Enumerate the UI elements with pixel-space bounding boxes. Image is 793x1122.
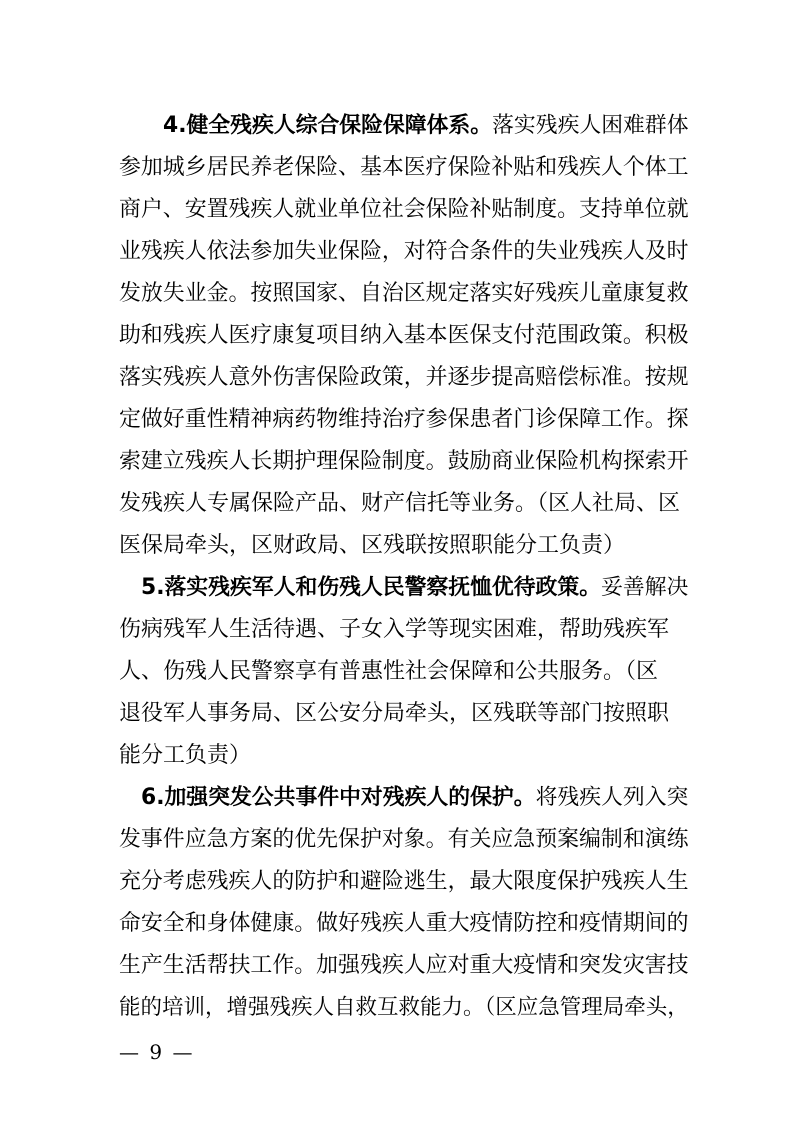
paragraph-5-line-2: 伤病残军人生活待遇、子女入学等现实困难，帮助残疾军 — [119, 617, 670, 642]
paragraph-4-line-8: 定做好重性精神病药物维持治疗参保患者门诊保障工作。探 — [119, 407, 689, 432]
paragraph-5-line-1 — [141, 569, 689, 607]
paragraph-5-heading: 5.落实残疾军人和伤残人民警察抚恤优待政策。 — [141, 575, 602, 600]
paragraph-4-line-11: 医保局牵头，区财政局、区残联按照职能分工负责） — [119, 533, 626, 558]
paragraph-6-heading: 6.加强突发公共事件中对残疾人的保护。 — [141, 785, 536, 810]
paragraph-4-text: 落实残疾人困难群体 — [492, 113, 689, 138]
paragraph-4-line-1 — [163, 107, 689, 145]
paragraph-5-line-4: 退役军人事务局、区公安分局牵头，区残联等部门按照职 — [119, 701, 670, 726]
paragraph-6-line-5: 生产生活帮扶工作。加强残疾人应对重大疫情和突发灾害技 — [119, 953, 689, 978]
paragraph-4-heading: 4.健全残疾人综合保险保障体系。 — [163, 113, 493, 138]
paragraph-5-line-3: 人、伤残人民警察享有普惠性社会保障和公共服务。（区 — [119, 659, 659, 684]
paragraph-4-line-10: 发残疾人专属保险产品、财产信托等业务。（区人社局、区 — [119, 491, 681, 516]
paragraph-4-line-5: 发放失业金。按照国家、自治区规定落实好残疾儿童康复救 — [119, 281, 689, 306]
paragraph-4-line-9: 索建立残疾人长期护理保险制度。鼓励商业保险机构探索开 — [119, 449, 689, 474]
page-number: — 9 — — [119, 1040, 195, 1064]
paragraph-4-line-6: 助和残疾人医疗康复项目纳入基本医保支付范围政策。积极 — [119, 323, 689, 348]
paragraph-5-line-5: 能分工负责） — [119, 743, 252, 768]
paragraph-6-line-3: 充分考虑残疾人的防护和避险逃生，最大限度保护残疾人生 — [119, 869, 689, 894]
paragraph-6-text: 将残疾人列入突 — [535, 785, 689, 810]
paragraph-5-text: 妥善解决 — [601, 575, 689, 600]
paragraph-4-line-4: 业残疾人依法参加失业保险，对符合条件的失业残疾人及时 — [119, 239, 689, 264]
paragraph-4-line-7: 落实残疾人意外伤害保险政策，并逐步提高赔偿标准。按规 — [119, 365, 689, 390]
paragraph-6-line-1 — [141, 779, 689, 817]
paragraph-6-line-4: 命安全和身体健康。做好残疾人重大疫情防控和疫情期间的 — [119, 911, 689, 936]
paragraph-4-line-2: 参加城乡居民养老保险、基本医疗保险补贴和残疾人个体工 — [119, 155, 689, 180]
paragraph-6-line-2: 发事件应急方案的优先保护对象。有关应急预案编制和演练 — [119, 827, 689, 852]
paragraph-4-line-3: 商户、安置残疾人就业单位社会保险补贴制度。支持单位就 — [119, 197, 689, 222]
paragraph-6-line-6: 能的培训，增强残疾人自救互救能力。（区应急管理局牵头， — [119, 995, 689, 1020]
